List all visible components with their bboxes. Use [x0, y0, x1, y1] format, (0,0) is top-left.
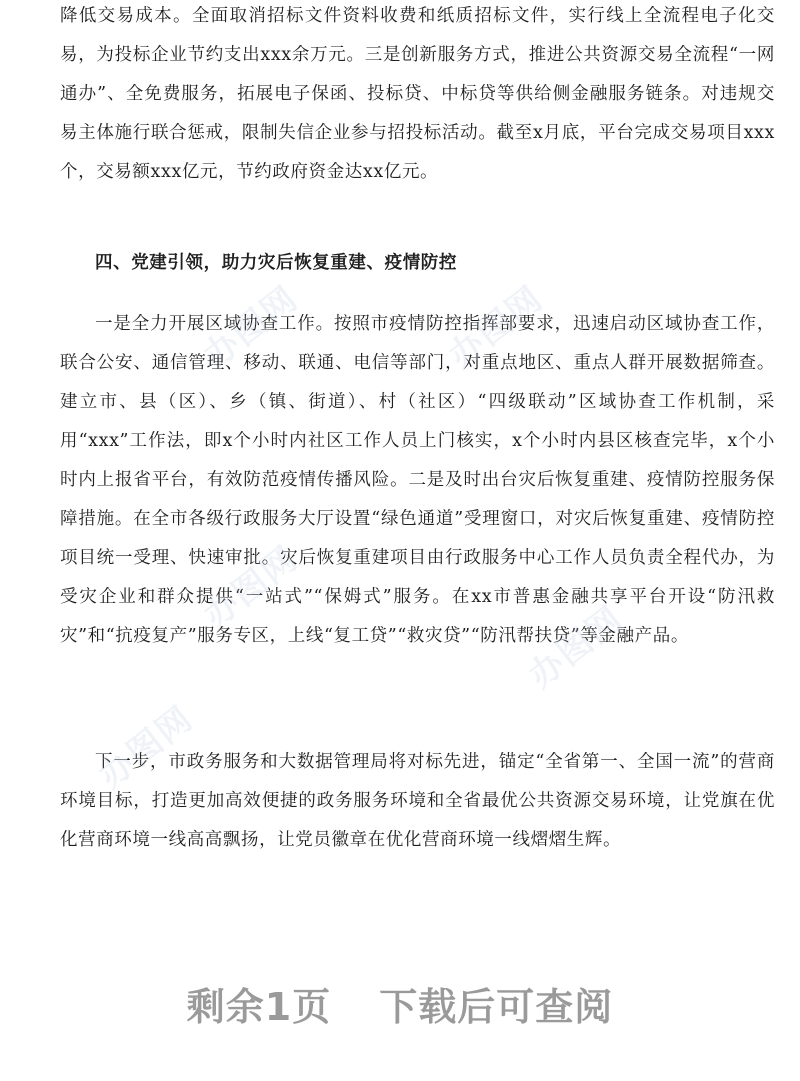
- remaining-pages-label: 剩余1页: [186, 985, 332, 1029]
- watermark-logo: 办图网: [91, 698, 202, 797]
- paragraph-cost-reduction: 降低交易成本。全面取消招标文件资料收费和纸质招标文件，实行线上全流程电子化交易，为投标企业节约支出xxx余万元。三是创新服务方式，推进公共资源交易全流程“一网通办”、全免费服务，拓展电子保函、投标贷、中标贷等供给侧金融服务链条。对违规交易主体施行联合惩戒，限制失信企业参与招投标活动。截至x月底，平台完成交易项目xxx个，交易额xxx亿元，节约政府资金达xx亿元。: [60, 6, 775, 182]
- paragraph-regional-investigation: 一是全力开展区域协查工作。按照市疫情防控指挥部要求，迅速启动区域协查工作，联合公安、通信管理、移动、联通、电信等部门，对重点地区、重点人群开展数据筛查。建立市、县（区）、乡（镇、街道）、村（社区）“四级联动”区域协查工作机制，采用“xxx”工作法，即x个小时内社区工作人员上门核实，x个小时内县区核查完毕，x个小时内上报省平台，有效防范疫情传播风险。二是及时出台灾后恢复重建、疫情防控服务保障措施。在全市各级行政服务大厅设置“绿色通道”受理窗口，对灾后恢复重建、疫情防控项目统一受理、快速审批。灾后恢复重建项目由行政服务中心工作人员负责全程代办，为受灾企业和群众提供“一站式”“保姆式”服务。在xx市普惠金融共享平台开设“防汛救灾”和“抗疫复产”服务专区，上线“复工贷”“救灾贷”“防汛帮扶贷”等金融产品。: [60, 314, 775, 646]
- download-prompt-label: 下载后可查阅: [379, 985, 614, 1029]
- download-banner[interactable]: [0, 976, 800, 1031]
- section-heading-four: 四、党建引领，助力灾后恢复重建、疫情防控: [95, 253, 457, 273]
- watermark-logo: 办图网: [521, 598, 632, 697]
- watermark-logo: 办图网: [196, 538, 307, 637]
- paragraph-next-steps: 下一步，市政务服务和大数据管理局将对标先进，锚定“全省第一、全国一流”的营商环境目标，打造更加高效便捷的政务服务环境和全省最优公共资源交易环境，让党旗在优化营商环境一线高高飘扬，让党员徽章在优化营商环境一线熠熠生辉。: [60, 752, 775, 850]
- watermark-logo: 办图网: [441, 278, 552, 377]
- watermark-logo: 办图网: [196, 278, 307, 377]
